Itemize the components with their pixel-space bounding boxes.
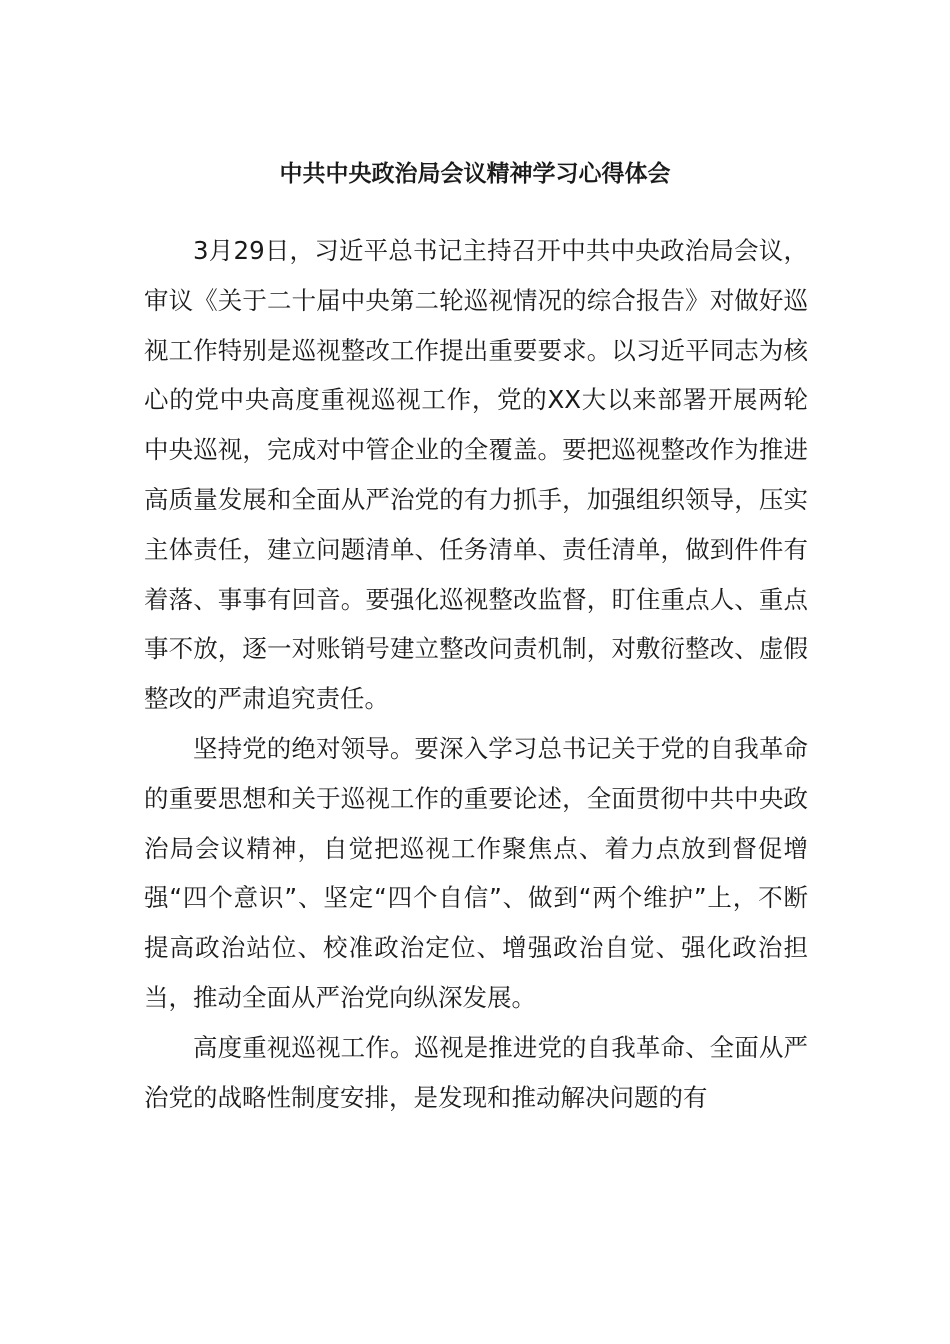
paragraph-3: 高度重视巡视工作。巡视是推进党的自我革命、全面从严治党的战略性制度安排，是发现和推动解决问题的有 <box>144 1032 808 1112</box>
paragraph-2: 坚持党的绝对领导。要深入学习总书记关于党的自我革命的重要思想和关于巡视工作的重要论述，全面贯彻中共中央政治局会议精神，自觉把巡视工作聚焦点、着力点放到督促增强“四个意识”、坚定“四个自信”、做到“两个维护”上，不断提高政治站位、校准政治定位、增强政治自觉、强化政治担当，推动全面从严治党向纵深发展。 <box>144 733 808 1012</box>
document-body <box>144 226 808 1122</box>
document-title: 中共中央政治局会议精神学习心得体会 <box>279 161 671 187</box>
paragraph-1: 3月29日，习近平总书记主持召开中共中央政治局会议，审议《关于二十届中央第二轮巡视情况的综合报告》对做好巡视工作特别是巡视整改工作提出重要要求。以习近平同志为核心的党中央高度重视巡视工作，党的XX大以来部署开展两轮中央巡视，完成对中管企业的全覆盖。要把巡视整改作为推进高质量发展和全面从严治党的有力抓手，加强组织领导，压实主体责任，建立问题清单、任务清单、责任清单，做到件件有着落、事事有回音。要强化巡视整改监督，盯住重点人、重点事不放，逐一对账销号建立整改问责机制，对敷衍整改、虚假整改的严肃追究责任。 <box>144 236 808 714</box>
